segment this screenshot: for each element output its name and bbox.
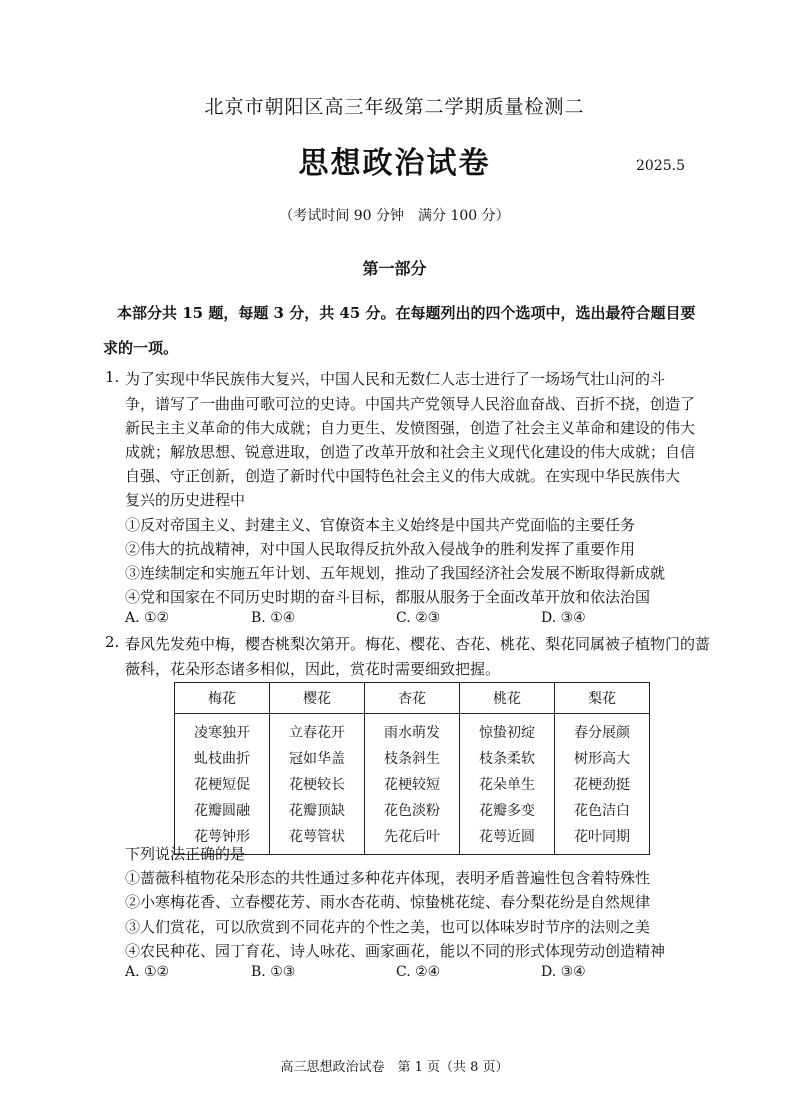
table-cell: 花梗短促 (175, 771, 270, 797)
table-cell: 树形高大 (555, 745, 650, 771)
table-header-row (175, 683, 650, 714)
exam-title: 思想政治试卷 (298, 146, 491, 181)
table-cell: 花梗劲挺 (555, 771, 650, 797)
q1-stem-line: 争，谱写了一曲曲可歌可泣的史诗。中国共产党领导人民浴血奋战、百折不挠，创造了 (125, 395, 696, 413)
table-cell: 立春花开 (270, 714, 365, 746)
table-cell: 雨水萌发 (365, 714, 460, 746)
table-cell: 花瓣多变 (460, 797, 555, 823)
exam-date: 2025.5 (636, 158, 685, 174)
table-cell: 花瓣圆融 (175, 797, 270, 823)
page-footer: 高三思想政治试卷 第 1 页（共 8 页） (280, 1060, 509, 1075)
table-cell: 冠如华盖 (270, 745, 365, 771)
table-cell: 花萼近圆 (460, 823, 555, 855)
q1-stem-line: 新民主主义革命的伟大成就；自力更生、发愤图强，创造了社会主义革命和建设的伟大 (125, 419, 696, 437)
q2-statement: ③人们赏花，可以欣赏到不同花卉的个性之美，也可以体味岁时节序的法则之美 (125, 918, 651, 936)
table-cell: 惊蛰初绽 (460, 714, 555, 746)
table-cell: 春分展颜 (555, 714, 650, 746)
q1-statement: ②伟大的抗战精神，对中国人民取得反抗外敌入侵战争的胜利发挥了重要作用 (125, 540, 636, 558)
instructions-line-1: 本部分共 15 题，每题 3 分，共 45 分。在每题列出的四个选项中，选出最符合题目要 (117, 304, 696, 322)
q2-statement: ②小寒梅花香、立春樱花芳、雨水杏花萌、惊蛰桃花绽、春分梨花纷是自然规律 (125, 893, 651, 911)
table-cell: 花朵单生 (460, 771, 555, 797)
q1-stem-line: 复兴的历史进程中 (125, 491, 246, 509)
q1-option-b[interactable]: B. ①④ (251, 610, 296, 626)
table-header-cell: 桃花 (460, 683, 555, 714)
table-cell: 凌寒独开 (175, 714, 270, 746)
q2-statement: ④农民种花、园丁育花、诗人咏花、画家画花，能以不同的形式体现劳动创造精神 (125, 942, 666, 960)
table-cell: 花瓣顶缺 (270, 797, 365, 823)
q1-option-c[interactable]: C. ②③ (396, 610, 441, 626)
q1-stem-line: 自强、守正创新，创造了新时代中国特色社会主义的伟大成就。在实现中华民族伟大 (125, 467, 681, 485)
table-cell: 花萼管状 (270, 823, 365, 855)
q1-statement: ③连续制定和实施五年计划、五年规划，推动了我国经济社会发展不断取得新成就 (125, 564, 666, 582)
q2-question: 下列说法正确的是 (125, 845, 246, 863)
exam-info: （考试时间 90 分钟 满分 100 分） (279, 208, 510, 224)
flower-table (174, 682, 650, 855)
q1-option-a[interactable]: A. ①② (125, 610, 170, 626)
table-header-cell: 梨花 (555, 683, 650, 714)
q2-option-d[interactable]: D. ③④ (541, 964, 586, 980)
q1-stem-line: 成就；解放思想、锐意进取，创造了改革开放和社会主义现代化建设的伟大成就；自信 (125, 443, 696, 461)
q2-stem-line: 春风先发苑中梅，樱杏桃梨次第开。梅花、樱花、杏花、桃花、梨花同属被子植物门的蔷 (125, 635, 711, 653)
table-row (175, 797, 650, 823)
school-header: 北京市朝阳区高三年级第二学期质量检测二 (204, 96, 585, 118)
table-row (175, 714, 650, 746)
table-cell: 枝条柔软 (460, 745, 555, 771)
q2-stem-line: 薇科，花朵形态诸多相似，因此，赏花时需要细致把握。 (125, 660, 501, 678)
instructions-line-2: 求的一项。 (103, 339, 179, 357)
q1-statement: ①反对帝国主义、封建主义、官僚资本主义始终是中国共产党面临的主要任务 (125, 516, 636, 534)
q2-option-c[interactable]: C. ②④ (396, 964, 441, 980)
part-heading: 第一部分 (362, 259, 427, 278)
table-cell: 花色淡粉 (365, 797, 460, 823)
table-cell: 虬枝曲折 (175, 745, 270, 771)
table-header-cell: 梅花 (175, 683, 270, 714)
q1-option-d[interactable]: D. ③④ (541, 610, 586, 626)
table-cell: 枝条斜生 (365, 745, 460, 771)
table-cell: 花色洁白 (555, 797, 650, 823)
table-cell: 先花后叶 (365, 823, 460, 855)
table-row (175, 823, 650, 855)
table-cell: 花叶同期 (555, 823, 650, 855)
table-cell: 花梗较长 (270, 771, 365, 797)
q2-number: 2. (105, 633, 120, 651)
q1-stem-line: 为了实现中华民族伟大复兴，中国人民和无数仁人志士进行了一场场气壮山河的斗 (125, 370, 666, 388)
q1-number: 1. (105, 368, 120, 386)
table-header-cell: 樱花 (270, 683, 365, 714)
table-header-cell: 杏花 (365, 683, 460, 714)
q2-statement: ①蔷薇科植物花朵形态的共性通过多种花卉体现，表明矛盾普遍性包含着特殊性 (125, 869, 651, 887)
table-cell: 花梗较短 (365, 771, 460, 797)
q2-option-b[interactable]: B. ①③ (251, 964, 296, 980)
table-row (175, 771, 650, 797)
q1-statement: ④党和国家在不同历史时期的奋斗目标，都服从服务于全面改革开放和依法治国 (125, 588, 651, 606)
table-cell: 花萼钟形 (175, 823, 270, 855)
q2-option-a[interactable]: A. ①② (125, 964, 170, 980)
table-row (175, 745, 650, 771)
